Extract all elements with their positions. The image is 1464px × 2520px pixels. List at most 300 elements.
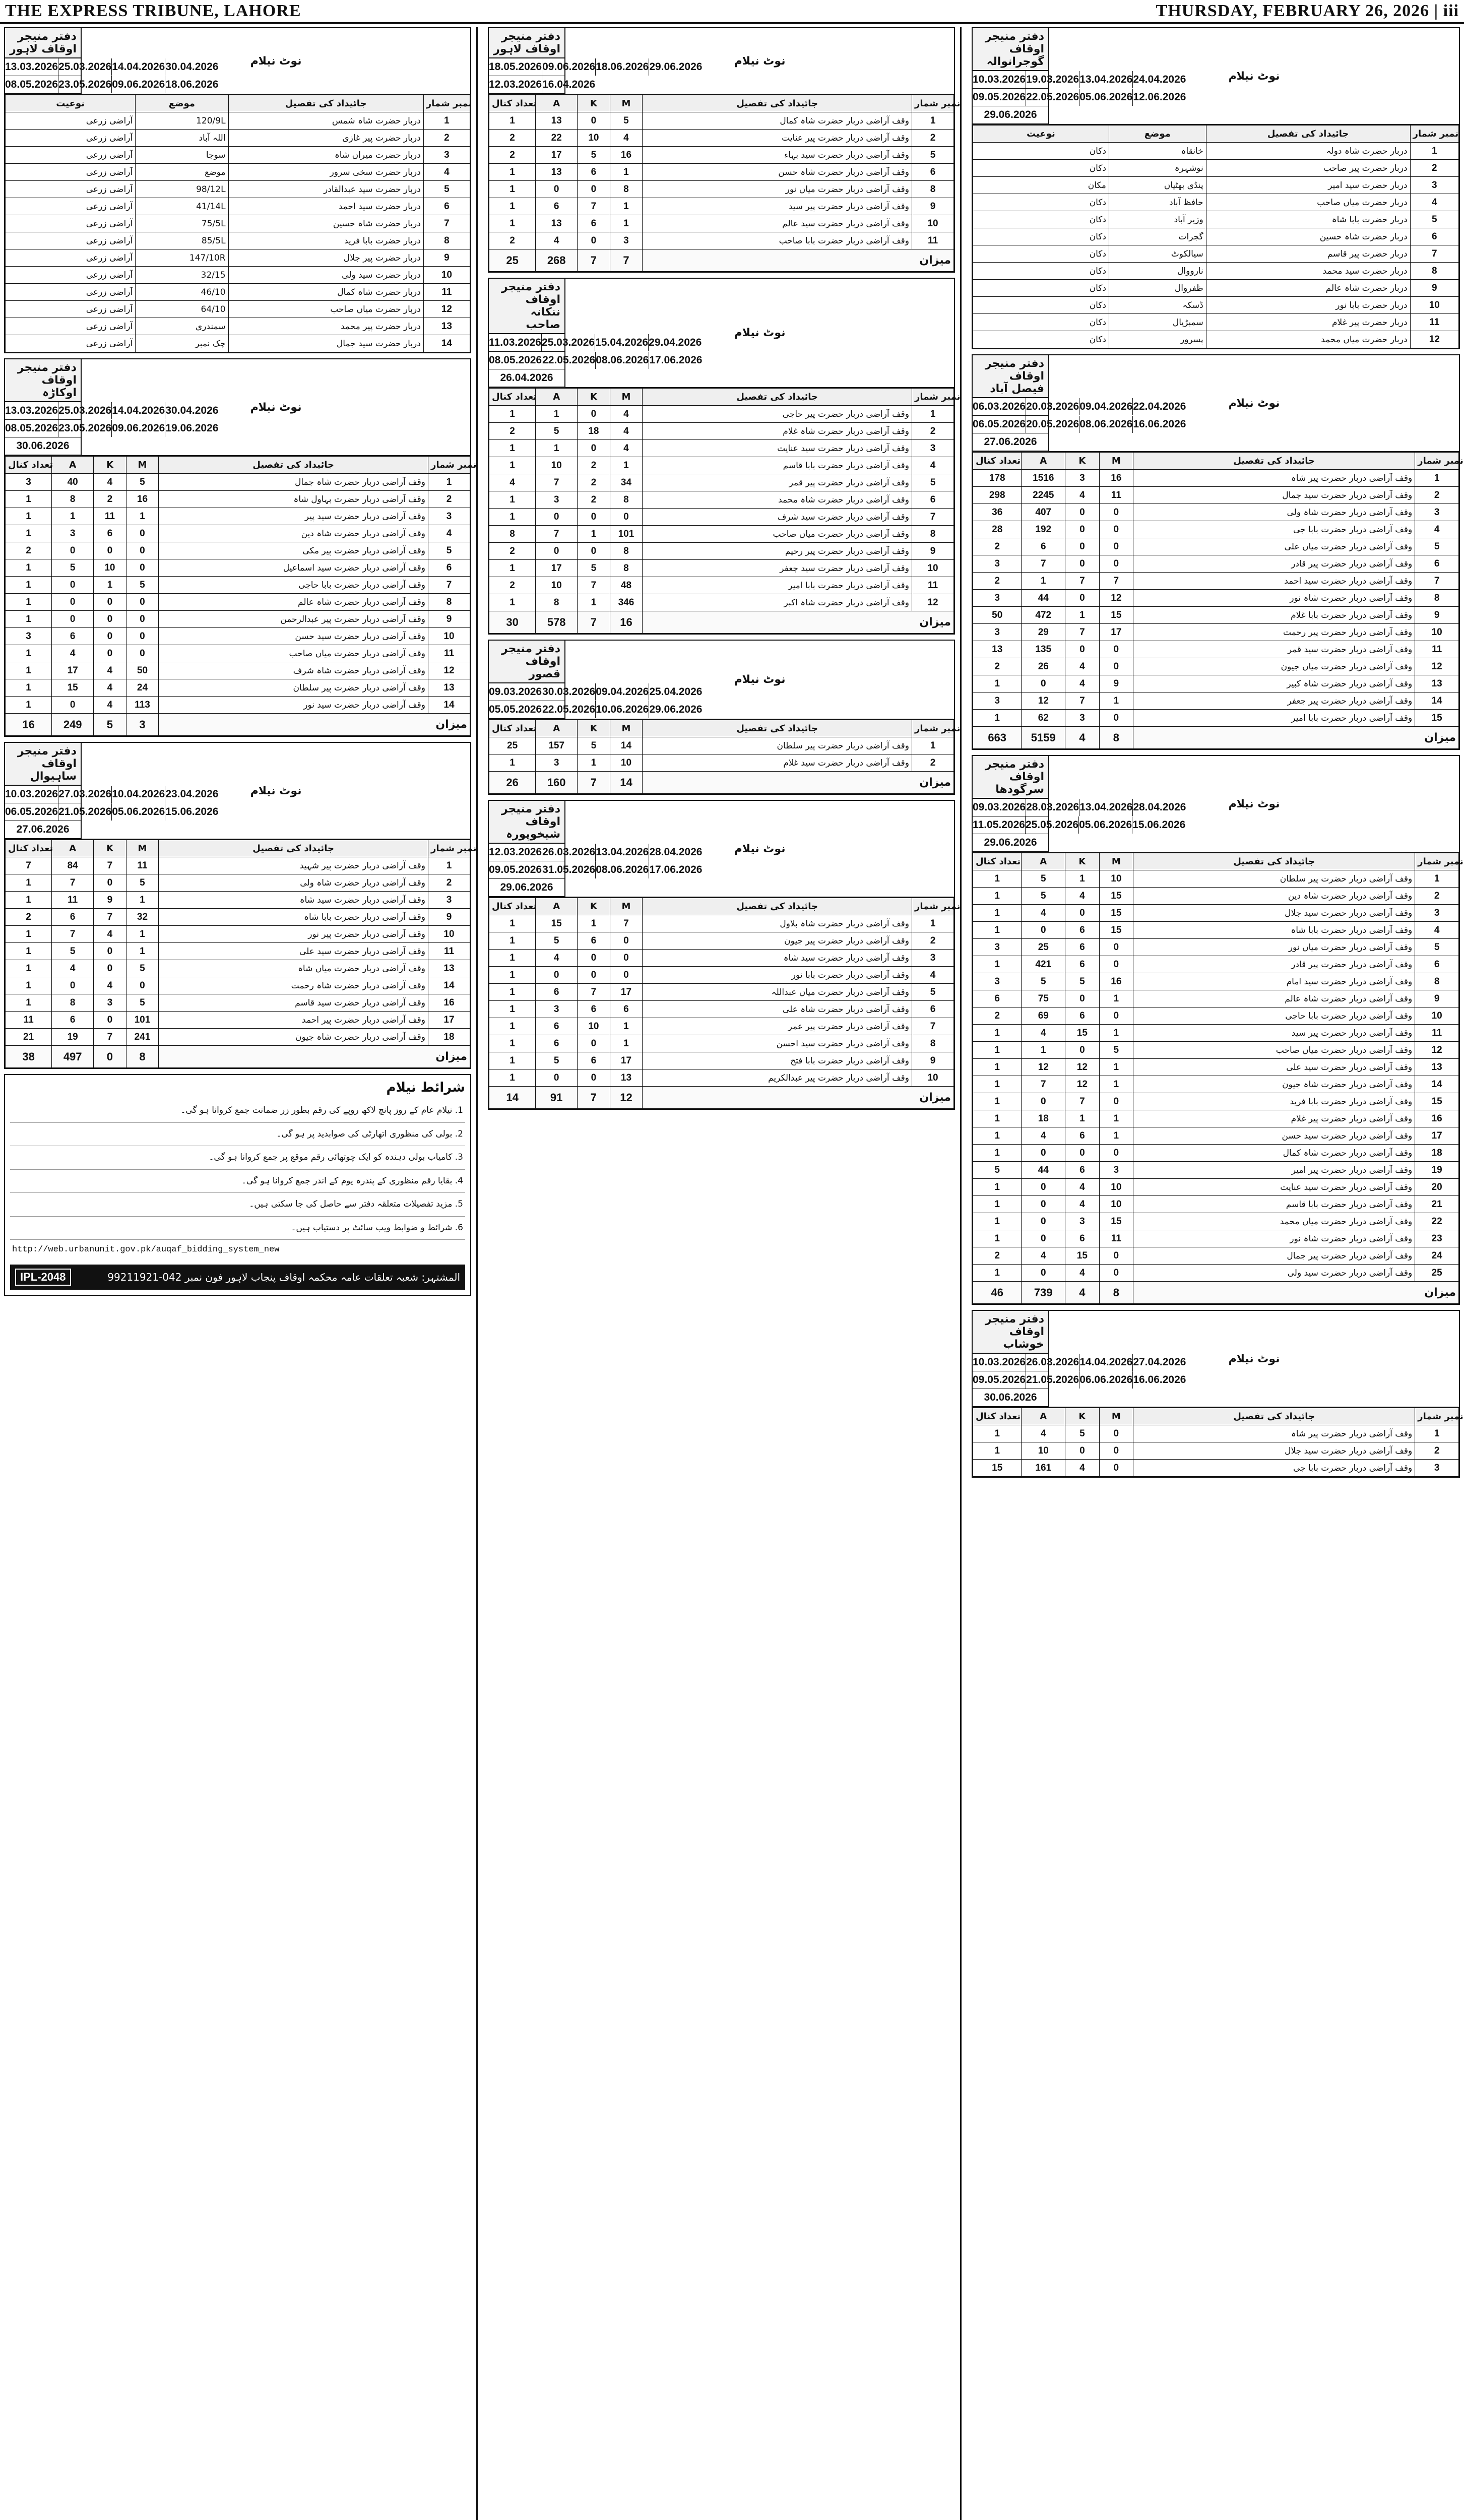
total-area-a: 739 (1022, 1282, 1065, 1304)
total-count: 1 (489, 1035, 536, 1052)
table-header-row (489, 898, 954, 915)
column-header: A (536, 898, 578, 915)
property-name: وقف آراضی دربار حضرت سید قمر (1133, 641, 1415, 658)
serial-number: 25 (1415, 1265, 1459, 1282)
property-name: وقف آراضی دربار حضرت پیر عبدالکریم (643, 1069, 912, 1087)
total-label: میزان (643, 249, 954, 272)
table-row (489, 440, 954, 457)
property-name: وقف آراضی دربار حضرت پیر قادر (1133, 555, 1415, 573)
auction-date: 27.04.2026 (1132, 1354, 1186, 1371)
total-count: 2 (489, 543, 536, 560)
total-count: 1 (489, 1069, 536, 1087)
auction-date: 29.06.2026 (649, 58, 702, 76)
auction-date: 22.05.2026 (542, 701, 595, 718)
area-a: 7 (536, 526, 578, 543)
area-k: 0 (578, 181, 610, 198)
area-a: 7 (52, 874, 94, 892)
area-k: 1 (1065, 607, 1099, 624)
auction-dates (489, 279, 954, 388)
column-header: نمبر شمار (1415, 1408, 1459, 1425)
serial-number: 1 (912, 737, 954, 754)
serial-number: 3 (912, 440, 954, 457)
table-row (973, 939, 1459, 956)
date-row (973, 433, 1048, 451)
column-header: M (610, 95, 643, 112)
property-type: دکان (973, 228, 1109, 245)
column-header: نمبر شمار (423, 95, 470, 112)
serial-number: 4 (1415, 922, 1459, 939)
table-row (6, 994, 470, 1012)
column-header: جائیداد کی تفصیل (643, 95, 912, 112)
column-header: K (578, 898, 610, 915)
total-count: 25 (489, 249, 536, 272)
serial-number: 7 (1415, 573, 1459, 590)
table-row (489, 215, 954, 232)
total-count: 1 (973, 1425, 1022, 1442)
table-row (489, 950, 954, 967)
total-area-m: 16 (610, 611, 643, 634)
area-a: 4 (1022, 1425, 1065, 1442)
table-row (6, 130, 470, 147)
total-count: 1 (489, 967, 536, 984)
area-k: 3 (94, 994, 126, 1012)
table-row (973, 160, 1459, 177)
area-k: 0 (578, 232, 610, 249)
serial-number: 2 (428, 491, 470, 508)
auction-date: 10.06.2026 (595, 701, 649, 718)
property-name: وقف آراضی دربار حضرت شاہ دین (1133, 888, 1415, 905)
table-row (6, 892, 470, 909)
total-count: 50 (973, 607, 1022, 624)
serial-number: 8 (1415, 973, 1459, 990)
column-header: جائیداد کی تفصیل (228, 95, 423, 112)
total-row (489, 772, 954, 794)
auction-date: 09.05.2026 (489, 864, 542, 875)
property-name: دربار حضرت بابا فرید (228, 232, 423, 249)
area-m: 1 (1099, 1059, 1133, 1076)
serial-number: 8 (428, 594, 470, 611)
table-row (973, 1425, 1459, 1442)
property-name: وقف آراضی دربار حضرت سید عالم (643, 215, 912, 232)
area-k: 5 (578, 737, 610, 754)
total-count: 3 (973, 939, 1022, 956)
property-name: وقف آراضی دربار حضرت شاہ کمال (1133, 1145, 1415, 1162)
masthead (0, 0, 1464, 24)
area-k: 12 (1065, 1076, 1099, 1093)
total-count: 663 (973, 727, 1022, 749)
area-k: 6 (578, 1052, 610, 1069)
table-row (6, 926, 470, 943)
total-count: 1 (489, 509, 536, 526)
table-row (973, 973, 1459, 990)
property-name: وقف آراضی دربار حضرت شاہ غلام (643, 423, 912, 440)
serial-number: 18 (1415, 1145, 1459, 1162)
area-k: 7 (1065, 573, 1099, 590)
serial-number: 10 (1410, 297, 1458, 314)
table-row (973, 905, 1459, 922)
total-area-m: 12 (610, 1087, 643, 1109)
area-k: 0 (1065, 504, 1099, 521)
property-location: گجرات (1109, 228, 1206, 245)
serial-number: 10 (912, 215, 954, 232)
property-name: وقف آراضی دربار حضرت میاں جیون (1133, 658, 1415, 675)
column-header: جائیداد کی تفصیل (643, 898, 912, 915)
property-name: وقف آراضی دربار حضرت پیر عنایت (643, 130, 912, 147)
area-a: 3 (536, 1001, 578, 1018)
auction-date: 22.05.2026 (1026, 89, 1079, 106)
table-row (973, 573, 1459, 590)
table-row (489, 754, 954, 772)
area-k: 4 (1065, 888, 1099, 905)
table-row (489, 560, 954, 577)
terms-rule: 5. مزید تفصیلات متعلقہ دفتر سے حاصل کی جا سکتی ہیں۔ (10, 1193, 465, 1217)
total-count: 1 (489, 440, 536, 457)
auction-date: 19.03.2026 (1026, 71, 1079, 88)
table-row (973, 1162, 1459, 1179)
area-a: 44 (1022, 1162, 1065, 1179)
area-a: 5 (536, 1052, 578, 1069)
property-name: وقف آراضی دربار حضرت شاہ رحمت (159, 977, 428, 994)
property-name: وقف آراضی دربار حضرت بابا حاجی (159, 577, 428, 594)
date-row (5, 803, 219, 821)
total-area-a: 268 (536, 249, 578, 272)
auction-table (489, 898, 961, 1109)
area-m: 5 (610, 112, 643, 130)
total-count: 1 (973, 956, 1022, 973)
area-m: 4 (610, 130, 643, 147)
table-row (489, 198, 954, 215)
area-a: 13 (536, 112, 578, 130)
auction-terms (4, 1074, 471, 1296)
table-row (6, 249, 470, 267)
area-m: 14 (610, 737, 643, 754)
terms-rule: 1. نیلام عام کے روز پانچ لاکھ روپے کی رقم بطور زر ضمانت جمع کروانا ہو گی۔ (10, 1099, 465, 1123)
area-a: 4 (1022, 905, 1065, 922)
total-count: 16 (6, 714, 52, 736)
serial-number: 8 (1415, 590, 1459, 607)
property-type: مکان (973, 177, 1109, 194)
date-row (489, 701, 703, 719)
area-a: 18 (1022, 1110, 1065, 1127)
property-location: 41/14L (136, 198, 228, 215)
auction-date: 30.06.2026 (16, 440, 70, 452)
total-count: 15 (973, 1460, 1022, 1477)
date-row (489, 58, 703, 76)
serial-number: 3 (1410, 177, 1458, 194)
property-name: وقف آراضی دربار حضرت بابا فتح (643, 1052, 912, 1069)
property-name: وقف آراضی دربار حضرت شاہ جیون (1133, 1076, 1415, 1093)
total-count: 1 (6, 679, 52, 697)
serial-number: 5 (1410, 211, 1458, 228)
total-count: 25 (489, 737, 536, 754)
property-location: سیالکوٹ (1109, 245, 1206, 263)
auction-date: 08.05.2026 (5, 79, 58, 90)
property-name: وقف آراضی دربار حضرت بابا حاجی (1133, 1007, 1415, 1025)
column-header: تعداد کنال (489, 898, 536, 915)
table-row (6, 611, 470, 628)
table-row (489, 232, 954, 249)
property-name: دربار حضرت سید عبدالقادر (228, 181, 423, 198)
serial-number: 21 (1415, 1196, 1459, 1213)
area-m: 32 (126, 909, 159, 926)
total-row (973, 1282, 1459, 1304)
table-row (973, 1460, 1459, 1477)
serial-number: 6 (1415, 555, 1459, 573)
serial-number: 3 (1415, 1460, 1459, 1477)
property-name: وقف آراضی دربار حضرت بابا صاحب (643, 232, 912, 249)
auction-dates-grid (973, 28, 1186, 124)
total-count: 298 (973, 487, 1022, 504)
property-name: وقف آراضی دربار حضرت شاہ دین (159, 525, 428, 542)
column-header: A (1022, 1408, 1065, 1425)
area-m: 34 (610, 474, 643, 491)
property-name: دربار حضرت شاہ دولہ (1206, 143, 1410, 160)
area-m: 0 (610, 932, 643, 950)
area-m: 15 (1099, 888, 1133, 905)
auction-dates-label: نوٹ نیلام (81, 359, 470, 455)
column-header: نمبر شمار (912, 389, 954, 406)
area-k: 7 (578, 577, 610, 594)
column-header: K (578, 389, 610, 406)
serial-number: 11 (912, 232, 954, 249)
total-count: 1 (973, 1213, 1022, 1230)
property-name: دربار حضرت پیر غازی (228, 130, 423, 147)
serial-number: 9 (912, 543, 954, 560)
table-row (6, 267, 470, 284)
table-row (973, 143, 1459, 160)
serial-number: 12 (912, 594, 954, 611)
area-m: 0 (1099, 555, 1133, 573)
column-header: جائیداد کی تفصیل (1206, 125, 1410, 143)
auction-date: 09.06.2026 (542, 58, 595, 76)
serial-number: 8 (912, 1035, 954, 1052)
area-a: 12 (1022, 692, 1065, 710)
table-header-row (6, 457, 470, 474)
area-a: 7 (1022, 1076, 1065, 1093)
total-count: 21 (6, 1029, 52, 1046)
area-k: 10 (578, 130, 610, 147)
ipl-code: IPL-2048 (15, 1269, 71, 1286)
area-m: 1 (1099, 1110, 1133, 1127)
property-name: وقف آراضی دربار حضرت میاں صاحب (1133, 1042, 1415, 1059)
area-k: 0 (94, 943, 126, 960)
property-name: وقف آراضی دربار حضرت شاہ حسن (643, 164, 912, 181)
area-k: 2 (94, 491, 126, 508)
serial-number: 1 (1415, 1425, 1459, 1442)
table-row (6, 508, 470, 525)
auction-date: 05.06.2026 (111, 803, 165, 821)
column-header: تعداد کنال (489, 720, 536, 737)
serial-number: 4 (428, 525, 470, 542)
property-name: وقف آراضی دربار حضرت پیر جمال (1133, 1247, 1415, 1265)
serial-number: 17 (428, 1012, 470, 1029)
total-area-k: 7 (578, 611, 610, 634)
area-k: 11 (94, 508, 126, 525)
property-name: وقف آراضی دربار حضرت پیر سلطان (1133, 870, 1415, 888)
area-m: 0 (126, 542, 159, 559)
area-a: 62 (1022, 710, 1065, 727)
auction-table (5, 840, 477, 1068)
area-k: 4 (94, 679, 126, 697)
area-k: 10 (578, 1018, 610, 1035)
area-k: 12 (1065, 1059, 1099, 1076)
area-k: 1 (1065, 870, 1099, 888)
area-k: 1 (578, 754, 610, 772)
property-name: وقف آراضی دربار حضرت شاہ ولی (159, 874, 428, 892)
column-header: M (610, 720, 643, 737)
area-a: 29 (1022, 624, 1065, 641)
auction-date: 18.06.2026 (595, 58, 649, 76)
area-k: 6 (578, 164, 610, 181)
table-row (6, 335, 470, 352)
serial-number: 14 (428, 697, 470, 714)
table-row (489, 1052, 954, 1069)
property-name: وقف آراضی دربار حضرت میاں نور (1133, 939, 1415, 956)
table-row (489, 526, 954, 543)
area-a: 4 (52, 645, 94, 662)
total-count: 2 (489, 232, 536, 249)
property-name: وقف آراضی دربار حضرت سید قاسم (159, 994, 428, 1012)
area-a: 4 (1022, 1025, 1065, 1042)
area-m: 346 (610, 594, 643, 611)
terms-title: شرائط نیلام (386, 1080, 465, 1095)
area-a: 161 (1022, 1460, 1065, 1477)
column-header: K (1065, 1408, 1099, 1425)
auction-table (973, 452, 1463, 749)
terms-rule: 2. بولی کی منظوری اتھارٹی کی صوابدید پر ہو گی۔ (10, 1123, 465, 1147)
property-type: آراضی زرعی (6, 335, 136, 352)
area-a: 4 (52, 960, 94, 977)
area-m: 0 (126, 628, 159, 645)
area-a: 0 (1022, 1093, 1065, 1110)
total-area-k: 7 (578, 249, 610, 272)
date-row (489, 861, 703, 879)
property-type: آراضی زرعی (6, 181, 136, 198)
date-row (973, 89, 1186, 106)
bidding-url-link[interactable]: http://web.urbanunit.gov.pk/auqaf_bidding_system_new (12, 1245, 280, 1254)
property-name: وقف آراضی دربار حضرت پیر رحیم (643, 543, 912, 560)
table-row (489, 984, 954, 1001)
area-a: 6 (536, 198, 578, 215)
serial-number: 9 (1410, 280, 1458, 297)
area-k: 4 (1065, 1265, 1099, 1282)
total-count: 1 (6, 577, 52, 594)
serial-number: 7 (428, 577, 470, 594)
auction-dates (489, 641, 954, 720)
total-count: 28 (973, 521, 1022, 538)
auction-date: 18.06.2026 (165, 76, 218, 93)
property-name: وقف آراضی دربار حضرت پیر جعفر (1133, 692, 1415, 710)
table-header-row (973, 1408, 1459, 1425)
property-type: دکان (973, 194, 1109, 211)
column-header: نمبر شمار (912, 95, 954, 112)
serial-number: 11 (912, 577, 954, 594)
total-count: 1 (6, 594, 52, 611)
area-a: 7 (52, 926, 94, 943)
total-count: 1 (973, 1265, 1022, 1282)
auction-date: 23.05.2026 (58, 420, 111, 437)
table-header-row (489, 95, 954, 112)
area-k: 2 (578, 474, 610, 491)
date-row (5, 437, 81, 455)
auction-date: 29.04.2026 (648, 334, 702, 351)
auction-date: 08.05.2026 (5, 422, 58, 434)
area-k: 4 (1065, 487, 1099, 504)
area-k: 4 (1065, 1179, 1099, 1196)
total-area-a: 160 (536, 772, 578, 794)
total-count: 1 (6, 994, 52, 1012)
property-type: دکان (973, 211, 1109, 228)
property-name: وقف آراضی دربار حضرت میاں محمد (1133, 1213, 1415, 1230)
table-row (6, 977, 470, 994)
total-count: 2 (489, 423, 536, 440)
property-name: دربار حضرت پیر صاحب (1206, 160, 1410, 177)
serial-number: 11 (428, 943, 470, 960)
auction-date: 14.04.2026 (111, 402, 165, 419)
area-a: 0 (1022, 1196, 1065, 1213)
table-row (973, 870, 1459, 888)
office-header: دفتر منیجر اوقاف لاہور (489, 28, 564, 58)
serial-number: 11 (428, 645, 470, 662)
total-area-k: 0 (94, 1046, 126, 1068)
area-a: 0 (536, 181, 578, 198)
area-k: 1 (1065, 1110, 1099, 1127)
date-row (489, 369, 564, 387)
total-count: 1 (973, 1145, 1022, 1162)
property-name: وقف آراضی دربار حضرت میاں صاحب (643, 526, 912, 543)
property-name: دربار حضرت بابا نور (1206, 297, 1410, 314)
area-m: 1 (1099, 990, 1133, 1007)
property-name: وقف آراضی دربار حضرت شاہ کمال (643, 112, 912, 130)
auction-date: 25.03.2026 (58, 402, 111, 419)
area-k: 0 (578, 406, 610, 423)
column-header: نمبر شمار (428, 457, 470, 474)
table-row (6, 181, 470, 198)
total-count: 1 (6, 508, 52, 525)
total-row (489, 249, 954, 272)
area-a: 8 (536, 594, 578, 611)
property-location: خانقاہ (1109, 143, 1206, 160)
column-header: جائیداد کی تفصیل (1133, 1408, 1415, 1425)
property-name: وقف آراضی دربار حضرت میاں نور (643, 181, 912, 198)
table-row (973, 228, 1459, 245)
table-row (6, 559, 470, 577)
serial-number: 1 (912, 112, 954, 130)
auction-dates-grid (973, 756, 1186, 852)
property-name: وقف آراضی دربار حضرت پیر شاہ (1133, 470, 1415, 487)
total-count: 3 (973, 973, 1022, 990)
property-name: وقف آراضی دربار حضرت شاہ جمال (159, 474, 428, 491)
auction-dates-label: نوٹ نیلام (564, 28, 954, 94)
property-name: وقف آراضی دربار حضرت بابا جی (1133, 1460, 1415, 1477)
property-name: وقف آراضی دربار حضرت بابا شاہ (1133, 922, 1415, 939)
area-a: 4 (536, 232, 578, 249)
area-m: 1 (126, 943, 159, 960)
area-m: 10 (1099, 1196, 1133, 1213)
serial-number: 8 (423, 232, 470, 249)
table-row (973, 1213, 1459, 1230)
area-a: 17 (52, 662, 94, 679)
auction-dates (489, 28, 954, 95)
total-area-a: 249 (52, 714, 94, 736)
total-area-m: 3 (126, 714, 159, 736)
total-count: 1 (489, 754, 536, 772)
area-a: 6 (536, 984, 578, 1001)
auction-date: 05.06.2026 (1078, 816, 1132, 834)
area-k: 1 (578, 594, 610, 611)
column-header: K (1065, 853, 1099, 870)
date-row (973, 106, 1048, 124)
